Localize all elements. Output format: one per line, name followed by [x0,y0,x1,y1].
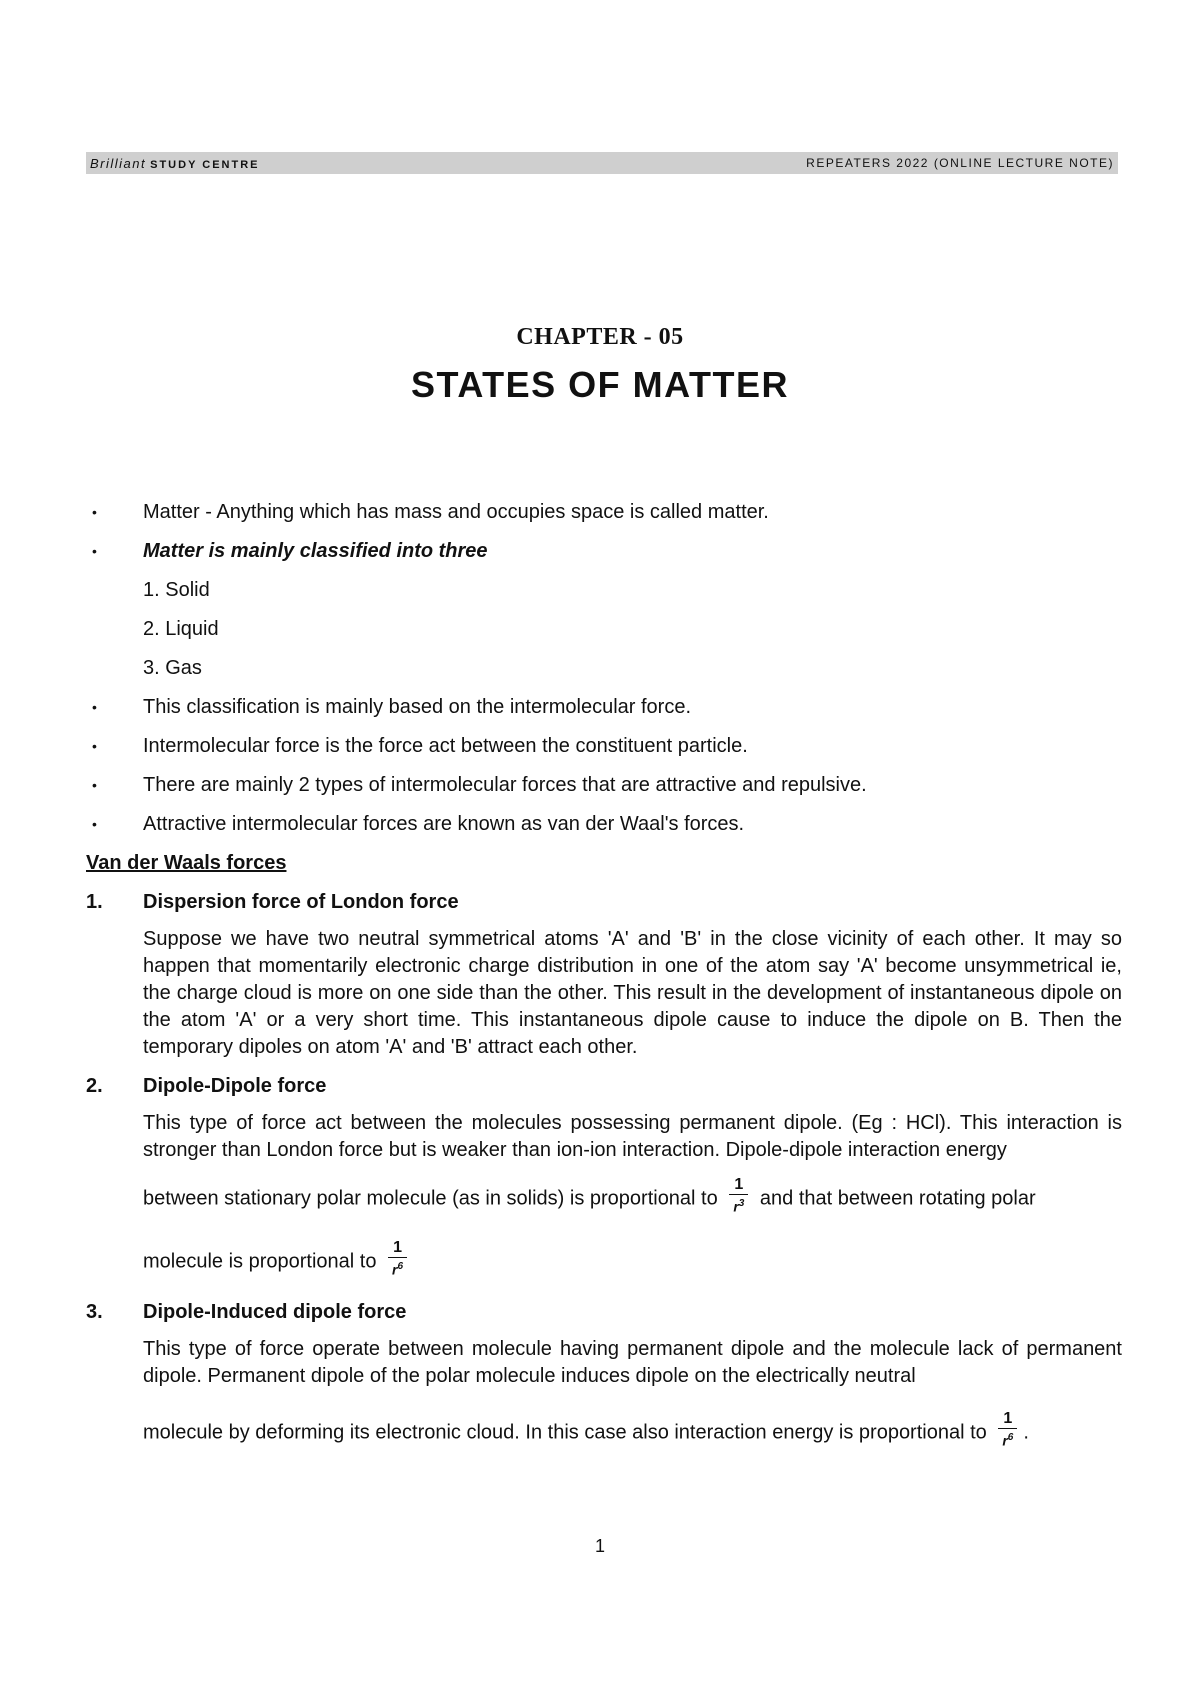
bullet-text: Matter - Anything which has mass and occupies space is called matter. [143,501,769,523]
chapter-title: STATES OF MATTER [411,364,789,405]
item-title: Dipole-Dipole force [143,1075,327,1097]
item-number: 3. [86,1301,103,1324]
bullet-text: Attractive intermolecular forces are known as van der Waal's forces. [143,813,745,835]
header-brand-name: Brilliant [90,155,147,171]
fraction-base: r [392,1261,398,1278]
bullet-icon: • [92,738,97,754]
bullet-item [86,694,1122,721]
text-span: between stationary polar molecule (as in solids) is proportional to [143,1187,718,1210]
bullet-item [86,772,1122,799]
item-title: Dipole-Induced dipole force [143,1301,407,1324]
numbered-heading [86,1073,1122,1100]
header-course: REPEATERS 2022 (ONLINE LECTURE NOTE) [806,156,1114,170]
bullet-icon: • [92,504,97,520]
bullet-item [86,538,1122,565]
bullet-text: There are mainly 2 types of intermolecular forces that are attractive and repulsive. [143,774,867,796]
paragraph-with-fraction [143,1176,1122,1219]
fraction-numerator: 1 [734,1176,744,1193]
fraction-denominator [729,1194,748,1215]
fraction-denominator [388,1257,407,1278]
paragraph-with-fraction [143,1238,1122,1282]
chapter-label: CHAPTER - 05 [516,324,684,350]
bullet-icon: • [92,777,97,793]
list-item: 3. Gas [143,657,202,679]
paragraph: This type of force act between the molecules possessing permanent dipole. (Eg : HCl). This interaction is stronger than London force but is weaker than ion-ion interaction. Dipole-dipole interaction energy [143,1112,1122,1161]
text-span: molecule by deforming its electronic cloud. In this case also interaction energy is proportional to [143,1421,987,1444]
numbered-heading [86,889,1122,916]
bullet-text: Intermolecular force is the force act between the constituent particle. [143,735,748,757]
fraction-1-over-r6 [998,1410,1017,1449]
item-number: 2. [86,1075,103,1097]
fraction-exponent: 3 [738,1198,745,1209]
fraction-1-over-r3 [729,1176,748,1215]
fraction-exponent: 6 [397,1260,404,1272]
bullet-icon: • [92,543,97,559]
item-number: 1. [86,891,103,913]
text-span: and that between rotating polar [759,1187,1036,1210]
bullet-text: Matter is mainly classified into three [143,540,488,562]
bullet-item [86,733,1122,760]
paragraph-with-fraction [143,1410,1122,1453]
bullet-item [86,499,1122,526]
fraction-exponent: 6 [1007,1432,1014,1444]
fraction-base: r [1002,1432,1008,1449]
text-span: molecule is proportional to [143,1250,377,1273]
bullet-text: This classification is mainly based on the intermolecular force. [143,696,692,718]
numbered-heading [86,1299,1122,1326]
running-header [86,152,1118,174]
section-heading: Van der Waals forces [86,852,287,874]
fraction-denominator [998,1428,1017,1449]
list-item: 2. Liquid [143,618,219,640]
bullet-item [86,811,1122,838]
header-brand-centre: STUDY CENTRE [150,158,260,171]
list-item: 1. Solid [143,579,210,601]
item-title: Dispersion force of London force [143,891,459,913]
page-number: 1 [594,1536,605,1556]
bullet-icon: • [92,816,97,832]
fraction-numerator: 1 [393,1238,402,1256]
paragraph: This type of force operate between molecule having permanent dipole and the molecule lack of permanent dipole. Permanent dipole of the polar molecule induces dipole on the electrically neutral [143,1338,1122,1388]
fraction-1-over-r6 [388,1239,407,1278]
paragraph: Suppose we have two neutral symmetrical atoms 'A' and 'B' in the close vicinity of each other. It may so happen that momentarily electronic charge distribution in one of the atom say 'A' become unsymmetrical ie, the charge cloud is more on one side than the other. This result in the development of instantaneous dipole on the atom 'A' or a very short time. This instantaneous dipole cause to induce the dipole on B. Then the temporary dipoles on atom 'A' and 'B' attract each other. [143,928,1122,1058]
header-brand [90,156,260,171]
fraction-base: r [733,1198,739,1215]
bullet-icon: • [92,699,97,715]
page-body [86,499,1122,1465]
text-span: . [1023,1421,1029,1444]
fraction-numerator: 1 [1003,1410,1013,1428]
